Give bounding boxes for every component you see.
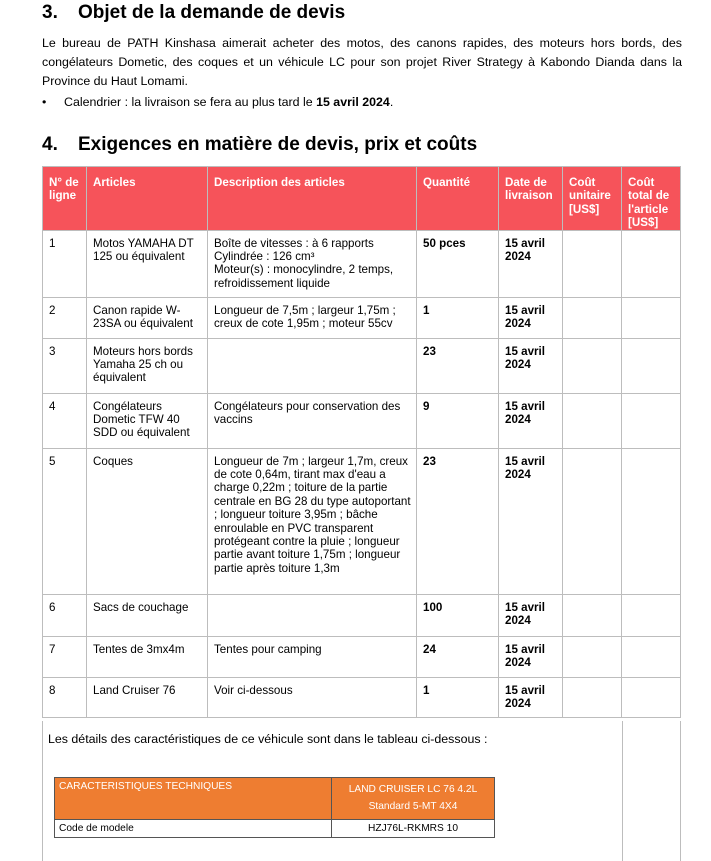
row-unit-cost [563,636,622,677]
spec-header-row [55,778,495,820]
section-3-title: Objet de la demande de devis [78,2,346,23]
row-total-cost [622,297,681,338]
row-total-cost [622,448,681,594]
row-article: Motos YAMAHA DT 125 ou équivalent [87,230,208,297]
row-unit-cost [563,230,622,297]
row-unit-cost [563,297,622,338]
section-4-heading [42,134,477,156]
row-date: 15 avril 2024 [499,338,563,393]
row-date: 15 avril 2024 [499,230,563,297]
row-description-line: Boîte de vitesses : à 6 rapports [214,236,374,250]
header-delivery-date: Date de livraison [499,167,563,231]
row-unit-cost [563,393,622,448]
row-article: Tentes de 3mx4m [87,636,208,677]
row-number: 3 [43,338,87,393]
row-quantity: 1 [417,677,499,717]
spec-row-value: HZJ76L-RKMRS 10 [332,820,495,838]
row-date: 15 avril 2024 [499,594,563,636]
vehicle-details-intro: Les détails des caractéristiques de ce véhicule sont dans le tableau ci-dessous : [48,732,488,746]
header-line-number: N° de ligne [43,167,87,231]
row-unit-cost [563,338,622,393]
row-article: Moteurs hors bords Yamaha 25 ch ou équivalent [87,338,208,393]
bullet-end: . [389,95,394,109]
spec-header-label: CARACTERISTIQUES TECHNIQUES [55,778,332,820]
table-row [43,338,681,393]
table-header-row [43,167,681,231]
header-unit-cost: Coût unitaire [US$] [563,167,622,231]
table-row [43,297,681,338]
vehicle-spec-table [54,777,495,838]
row-date: 15 avril 2024 [499,636,563,677]
row-article: Land Cruiser 76 [87,677,208,717]
delivery-bullet [42,93,393,111]
header-quantity: Quantité [417,167,499,231]
row-description: Longueur de 7m ; largeur 1,7m, creux de cote 0,64m, tirant max d'eau a charge 0,22m ; toiture de la partie centrale en BG 28 du type autoportant ; longueur toiture 3,95m ; bâche enroulable en PVC transparent protégeant contre la pluie ; longueur partie avant toiture 1,75m ; longueur partie après toiture 1,3m [208,448,417,594]
section-4-title: Exigences en matière de devis, prix et coûts [78,134,478,155]
header-total-cost: Coût total de l'article [US$] [622,167,681,231]
row-unit-cost [563,448,622,594]
table-row [43,393,681,448]
bullet-text: Calendrier : la livraison se fera au plus tard le [64,95,317,109]
row-article: Canon rapide W-23SA ou équivalent [87,297,208,338]
row-description: Congélateurs pour conservation des vaccins [208,393,417,448]
row-description-line: Cylindrée : 126 cm³ [214,250,315,264]
row-description: Longueur de 7,5m ; largeur 1,75m ; creux de cote 1,95m ; moteur 55cv [208,297,417,338]
spec-header-model [332,778,495,820]
row-quantity: 50 pces [417,230,499,297]
row-description: Voir ci-dessous [208,677,417,717]
quote-requirements-table [42,166,681,718]
row-number: 7 [43,636,87,677]
row-number: 6 [43,594,87,636]
header-articles: Articles [87,167,208,231]
spec-header-model-line: Standard 5-MT 4X4 [368,801,458,812]
row-total-cost [622,594,681,636]
spec-row [55,820,495,838]
table-row [43,677,681,717]
row-date: 15 avril 2024 [499,448,563,594]
section-3-paragraph: Le bureau de PATH Kinshasa aimerait acheter des motos, des canons rapides, des moteurs hors bords, des congélateurs Dometic, des coques et un véhicule LC pour son projet River Strategy à Kabondo Dianda dans la Province du Haut Lomami. [42,36,682,88]
spec-row-label: Code de modele [55,820,332,838]
row-total-cost [622,636,681,677]
row-number: 5 [43,448,87,594]
header-description: Description des articles [208,167,417,231]
vehicle-details-side-cell [621,721,681,861]
bullet-icon: • [42,95,47,109]
table-row [43,230,681,297]
section-3-number: 3. [42,2,58,23]
row-article: Congélateurs Dometic TFW 40 SDD ou équivalent [87,393,208,448]
row-description [208,338,417,393]
row-quantity: 9 [417,393,499,448]
section-3-heading [42,2,345,24]
section-4-number: 4. [42,134,58,155]
row-total-cost [622,230,681,297]
row-quantity: 24 [417,636,499,677]
row-article: Coques [87,448,208,594]
row-description [208,230,417,297]
row-total-cost [622,338,681,393]
table-row [43,594,681,636]
row-number: 4 [43,393,87,448]
row-number: 1 [43,230,87,297]
spec-header-model-line: LAND CRUISER LC 76 4.2L [348,784,478,795]
bullet-date: 15 avril 2024 [316,95,390,109]
row-number: 8 [43,677,87,717]
table-row [43,448,681,594]
row-description [208,594,417,636]
row-quantity: 100 [417,594,499,636]
row-article: Sacs de couchage [87,594,208,636]
row-total-cost [622,677,681,717]
row-date: 15 avril 2024 [499,677,563,717]
row-total-cost [622,393,681,448]
row-date: 15 avril 2024 [499,393,563,448]
row-unit-cost [563,677,622,717]
row-quantity: 1 [417,297,499,338]
row-unit-cost [563,594,622,636]
row-description-line: Moteur(s) : monocylindre, 2 temps, refroidissement liquide [214,263,394,290]
row-quantity: 23 [417,448,499,594]
table-row [43,636,681,677]
row-number: 2 [43,297,87,338]
row-quantity: 23 [417,338,499,393]
row-description: Tentes pour camping [208,636,417,677]
row-date: 15 avril 2024 [499,297,563,338]
